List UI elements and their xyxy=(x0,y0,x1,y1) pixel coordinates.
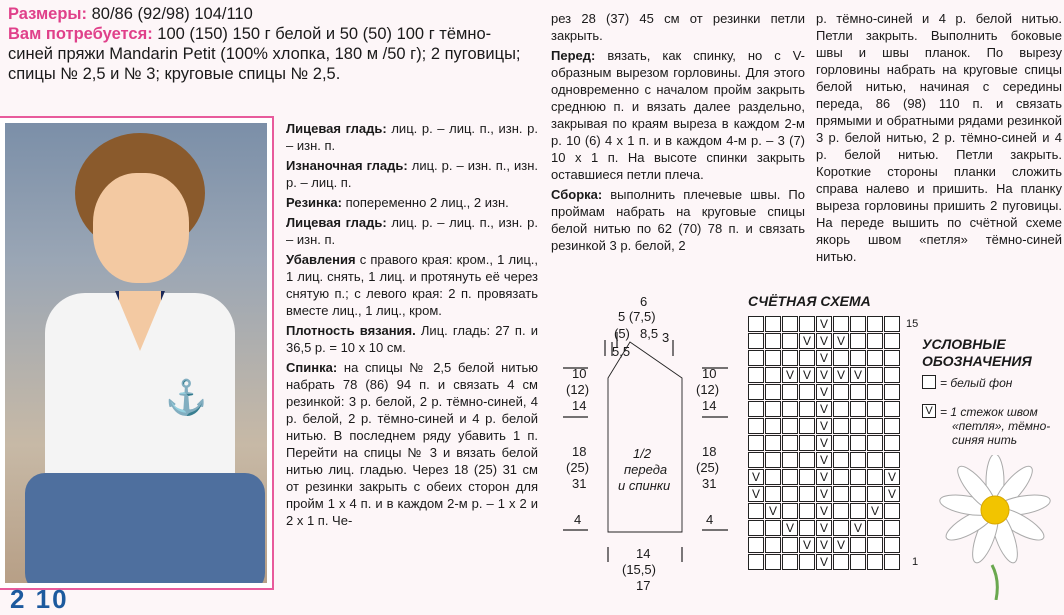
term: Спинка: xyxy=(286,360,338,375)
chart-cell xyxy=(748,503,764,519)
chart-cell xyxy=(799,401,815,417)
chart-cell xyxy=(799,350,815,366)
chart-cell xyxy=(833,401,849,417)
chart-cell xyxy=(782,469,798,485)
description: выполнить плечевые швы. По проймам набрать на круговые спицы белой нитью по 62 (70) 78 п. и связать резинкой 3 р. белой, 2 xyxy=(551,187,805,253)
chart-cell xyxy=(884,418,900,434)
term: Сборка: xyxy=(551,187,603,202)
chart-cell: V xyxy=(816,452,832,468)
chart-cell: V xyxy=(867,503,883,519)
chart-cell xyxy=(850,384,866,400)
instructions-column-2 xyxy=(551,10,805,257)
daisy-illustration xyxy=(930,455,1060,600)
chart-cell xyxy=(867,401,883,417)
chart-cell: V xyxy=(782,520,798,536)
materials-value: 100 (150) 150 г белой и 50 (50) 100 г тёмно-синей пряжи Mandarin Petit (100% хлопка, 180 м /50 г); 2 пуговицы; спицы № 2,5 и № 3; круговые спицы № 2,5. xyxy=(8,25,521,83)
chart-cell: V xyxy=(816,401,832,417)
chart-cell xyxy=(799,503,815,519)
chart-cell xyxy=(884,333,900,349)
chart-cell xyxy=(884,350,900,366)
chart-cell: V xyxy=(816,486,832,502)
chart-cell xyxy=(850,435,866,451)
chart-cell: V xyxy=(833,333,849,349)
chart-cell xyxy=(765,554,781,570)
chart-cell xyxy=(850,333,866,349)
description: попеременно 2 лиц., 2 изн. xyxy=(341,195,509,210)
description: лиц. р. – лиц. п., изн. р. – изн. п. xyxy=(286,121,538,153)
row-label-top: 15 xyxy=(906,318,919,330)
chart-cell: V xyxy=(799,333,815,349)
chart-cell: V xyxy=(816,350,832,366)
paragraph xyxy=(286,157,538,191)
chart-cell xyxy=(867,452,883,468)
chart-cell xyxy=(799,452,815,468)
chart-cell xyxy=(799,384,815,400)
chart-cell xyxy=(799,435,815,451)
chart-cell xyxy=(765,384,781,400)
chart-cell xyxy=(748,435,764,451)
chart-cell xyxy=(748,418,764,434)
chart-cell xyxy=(782,418,798,434)
anchor-icon: ⚓ xyxy=(165,379,208,417)
next-article-title: 2 10 xyxy=(10,584,69,614)
term: Убавления xyxy=(286,252,356,267)
chart-cell xyxy=(850,452,866,468)
chart-cell: V xyxy=(816,316,832,332)
chart-cell xyxy=(748,520,764,536)
chart-cell: V xyxy=(765,503,781,519)
chart-cell xyxy=(833,435,849,451)
chart-cell xyxy=(799,418,815,434)
paragraph xyxy=(286,322,538,356)
chart-cell xyxy=(765,350,781,366)
legend-white-text: = белый фон xyxy=(940,376,1013,390)
chart-cell: V xyxy=(816,435,832,451)
chart-cell xyxy=(850,350,866,366)
chart-cell xyxy=(833,316,849,332)
chart-cell xyxy=(867,350,883,366)
chart-cell xyxy=(850,401,866,417)
paragraph xyxy=(551,47,805,183)
description: на спицы № 2,5 белой нитью набрать 78 (86) 94 п. и связать 4 см резинкой: 3 р. белой, 2 р. тёмно-синей, 4 р. белой, 2 р. тёмно-синей и 4 р. белой нитью. В последнем ряду убавить 1 п. Перейти на спицы № 3 и вязать белой нитью лиц. гладью. Через 18 (25) 31 см от резинки закрыть с обеих сторон для пройм 1 х 4 п. и в каждом 2-м р. – 1 х 2 и 2 х 1 п. Че- xyxy=(286,360,538,528)
instructions-column-1 xyxy=(286,120,538,532)
chart-cell xyxy=(765,367,781,383)
chart-cell xyxy=(765,537,781,553)
chart-cell: V xyxy=(748,469,764,485)
chart-cell xyxy=(833,520,849,536)
chart-cell xyxy=(748,316,764,332)
chart-cell xyxy=(850,503,866,519)
chart-cell xyxy=(799,520,815,536)
chart-cell xyxy=(833,384,849,400)
description: с правого края: кром., 1 лиц., 1 лиц. снять, 1 лиц. и протянуть её через снятую п.; с левого края: 2 п. провязать вместе лиц., 1 лиц., кром. xyxy=(286,252,538,318)
chart-cell: V xyxy=(833,537,849,553)
chart-cell xyxy=(884,537,900,553)
chart-cell: V xyxy=(816,554,832,570)
chart-cell xyxy=(833,554,849,570)
paragraph xyxy=(286,359,538,529)
description: лиц. р. – изн. п., изн. р. – лиц. п. xyxy=(286,158,539,190)
paragraph xyxy=(551,186,805,254)
pattern-diagram: 6 5 (7,5) (5) 8,5 3 5,5 10 (12) 14 18 (25) 31 4 10 (12) 14 18 (25) 31 4 1/2 переда и спинки 14 (15,5) 17 xyxy=(566,294,720,593)
chart-cell xyxy=(765,333,781,349)
chart-cell xyxy=(850,486,866,502)
chart-cell xyxy=(782,384,798,400)
chart-cell xyxy=(782,401,798,417)
chart-cell xyxy=(884,554,900,570)
description: лиц. р. – лиц. п., изн. р. – изн. п. xyxy=(286,215,538,247)
chart-cell xyxy=(884,520,900,536)
chart-cell xyxy=(850,537,866,553)
chart-cell xyxy=(782,452,798,468)
chart-cell xyxy=(782,435,798,451)
chart-cell xyxy=(748,554,764,570)
chart-cell xyxy=(765,435,781,451)
chart-cell: V xyxy=(850,520,866,536)
chart-cell: V xyxy=(748,486,764,502)
chart-cell xyxy=(867,486,883,502)
chart-cell xyxy=(748,401,764,417)
chart-cell: V xyxy=(816,469,832,485)
chart-cell xyxy=(748,384,764,400)
chart-cell xyxy=(833,418,849,434)
chart-cell xyxy=(867,316,883,332)
chart-cell xyxy=(867,333,883,349)
chart-cell xyxy=(833,486,849,502)
chart-cell xyxy=(867,367,883,383)
row-label-bottom: 1 xyxy=(912,556,919,568)
chart-cell xyxy=(833,350,849,366)
chart-cell: V xyxy=(816,537,832,553)
term: Плотность вязания. xyxy=(286,323,416,338)
chart-cell xyxy=(765,418,781,434)
chart-cell xyxy=(765,520,781,536)
chart-cell: V xyxy=(816,367,832,383)
legend-white-box xyxy=(922,375,936,389)
chart-cell xyxy=(884,452,900,468)
chart-cell xyxy=(782,316,798,332)
chart-cell xyxy=(799,316,815,332)
chart-cell xyxy=(782,537,798,553)
chart-cell xyxy=(884,384,900,400)
paragraph xyxy=(286,214,538,248)
chart-cell xyxy=(850,554,866,570)
chart-cell xyxy=(867,537,883,553)
chart-cell xyxy=(850,316,866,332)
header xyxy=(8,4,528,84)
chart-cell xyxy=(765,401,781,417)
chart-cell: V xyxy=(816,503,832,519)
chart-cell xyxy=(850,469,866,485)
chart-cell xyxy=(782,554,798,570)
chart-cell: V xyxy=(850,367,866,383)
chart-cell xyxy=(867,384,883,400)
sizes-value: 80/86 (92/98) 104/110 xyxy=(91,5,253,23)
chart-cell: V xyxy=(816,384,832,400)
chart-cell xyxy=(833,452,849,468)
chart-cell: V xyxy=(799,537,815,553)
chart-cell xyxy=(748,452,764,468)
description: рез 28 (37) 45 см от резинки петли закрыть. xyxy=(551,11,805,43)
chart-cell xyxy=(867,469,883,485)
term: Лицевая гладь: xyxy=(286,215,387,230)
sizes-label: Размеры: xyxy=(8,5,88,23)
chart-cell xyxy=(833,469,849,485)
paragraph xyxy=(551,10,805,44)
description: Лиц. гладь: 27 п. и 36,5 р. = 10 х 10 см. xyxy=(286,323,538,355)
chart-cell: V xyxy=(799,367,815,383)
chart-cell xyxy=(867,435,883,451)
chart-cell xyxy=(782,350,798,366)
chart-cell xyxy=(884,435,900,451)
materials-label: Вам потребуется: xyxy=(8,25,153,43)
chart-cell xyxy=(765,316,781,332)
paragraph xyxy=(286,194,538,211)
term: Изнаночная гладь: xyxy=(286,158,408,173)
legend-title: УСЛОВНЫЕ ОБОЗНАЧЕНИЯ xyxy=(922,336,1032,369)
chart-cell xyxy=(884,316,900,332)
term: Резинка: xyxy=(286,195,342,210)
term: Перед: xyxy=(551,48,596,63)
chart-cell xyxy=(782,503,798,519)
chart-cell: V xyxy=(816,418,832,434)
chart-cell xyxy=(799,486,815,502)
chart-cell xyxy=(765,452,781,468)
chart-cell xyxy=(765,486,781,502)
chart-cell xyxy=(748,537,764,553)
chart-cell xyxy=(748,333,764,349)
instructions-column-3 xyxy=(816,10,1062,268)
legend-v-text: = 1 стежок швом «петля», тёмно- синяя нить xyxy=(940,405,1051,447)
legend-v-box: V xyxy=(922,404,936,418)
chart-cell xyxy=(850,418,866,434)
chart-cell xyxy=(867,418,883,434)
chart-cell xyxy=(833,503,849,519)
chart-cell xyxy=(884,401,900,417)
chart-cell xyxy=(867,554,883,570)
chart-cell xyxy=(748,367,764,383)
instructions-text: р. тёмно-синей и 4 р. белой нитью. Петли закрыть. Выполнить боковые швы и швы планок. По вырезу горловины набрать на круговые спицы белой нитью, начиная с середины переда, 86 (98) 110 п. и связать прямыми и обратными рядами резинкой 3 р. белой нитью, 2 р. тёмно-синей и 4 р. белой нитью. Петли закрыть. Короткие стороны планки сложить справа налево и пришить. На планку выреза горловины пришить 2 пуговицы. На переде вышить по счётной схеме якорь швом «петля» тёмно-синей нитью. xyxy=(816,11,1062,264)
chart-cell xyxy=(799,554,815,570)
chart-cell: V xyxy=(816,520,832,536)
child-photo xyxy=(0,118,272,588)
chart-cell: V xyxy=(884,486,900,502)
chart-cell: V xyxy=(833,367,849,383)
chart-cell xyxy=(765,469,781,485)
chart-cell xyxy=(867,520,883,536)
chart-title: СЧЁТНАЯ СХЕМА xyxy=(748,293,871,309)
description: вязать, как спинку, но с V-образным вырезом горловины. Для этого одновременно с началом пройм закрыть среднюю п. и вязать далее раздельно, закрывая по краям выреза в каждом 2-м р. 10 (6) 4 х 1 п. и в каждом 4-м р. – 3 (7) 10 х 1 п. На высоте спинки закрыть оставшиеся петли плеча. xyxy=(551,48,805,182)
chart-cell xyxy=(782,333,798,349)
chart-cell xyxy=(799,469,815,485)
chart-cell: V xyxy=(816,333,832,349)
paragraph xyxy=(286,251,538,319)
chart-cell: V xyxy=(782,367,798,383)
term: Лицевая гладь: xyxy=(286,121,387,136)
chart-cell xyxy=(748,350,764,366)
paragraph xyxy=(286,120,538,154)
chart-cell xyxy=(884,367,900,383)
chart-cell: V xyxy=(884,469,900,485)
chart-cell xyxy=(884,503,900,519)
chart-cell xyxy=(782,486,798,502)
